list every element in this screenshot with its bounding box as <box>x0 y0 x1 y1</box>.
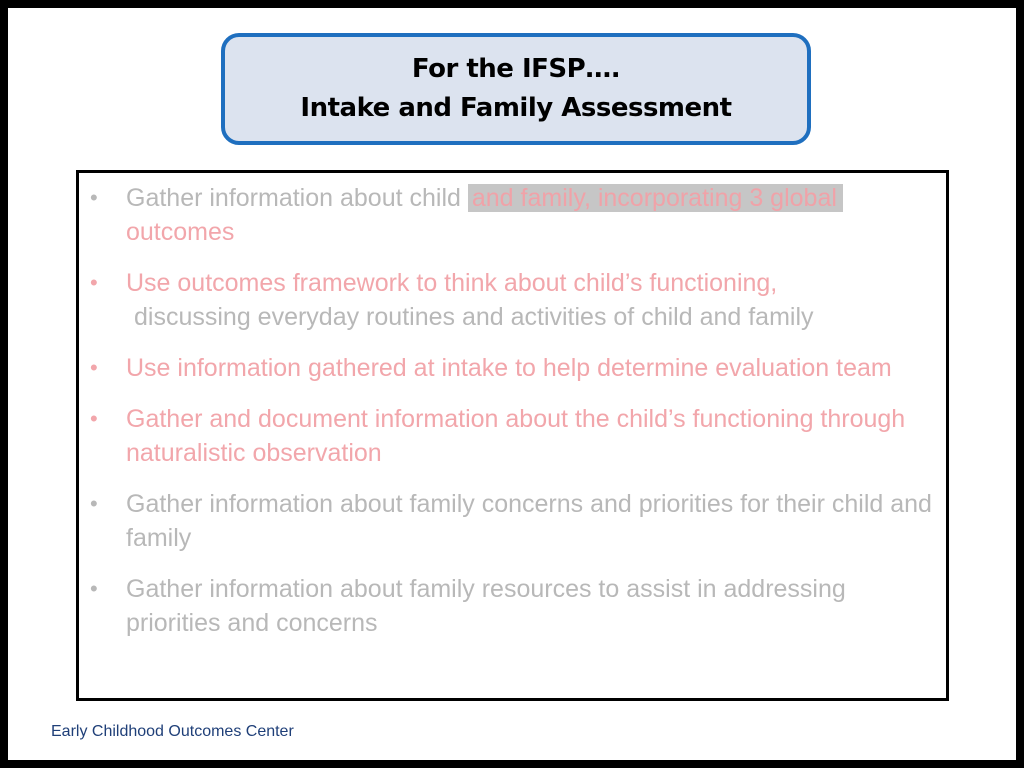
bullet-text: Gather and document information about the child’s functioning through naturalistic observation <box>126 405 906 467</box>
bullet-item <box>79 351 936 385</box>
bullet-item <box>79 572 936 640</box>
bullet-item <box>79 181 936 249</box>
bullet-marker: • <box>90 491 98 516</box>
footer-text: Early Childhood Outcomes Center <box>51 723 294 740</box>
bullet-text: outcomes <box>126 218 235 246</box>
bullet-marker: • <box>90 406 98 431</box>
bullet-item <box>79 402 936 470</box>
bullet-text: discussing everyday routines and activities of child and family <box>134 303 814 331</box>
title-box <box>221 33 811 145</box>
bullet-text: Gather information about family resources to assist in addressing priorities and concerns <box>126 575 846 637</box>
bullet-text: Gather information about child <box>126 184 461 212</box>
highlighted-text: and family, incorporating 3 global <box>468 184 843 212</box>
bullet-marker: • <box>90 576 98 601</box>
bullet-text: Use information gathered at intake to help determine evaluation team <box>126 354 892 382</box>
slide <box>8 8 1016 760</box>
bullet-item <box>79 487 936 555</box>
bullet-marker: • <box>90 185 98 210</box>
bullet-marker: • <box>90 270 98 295</box>
content-box <box>76 170 949 701</box>
bullet-marker: • <box>90 355 98 380</box>
bullet-item <box>79 266 936 334</box>
bullet-text: Use outcomes framework to think about child’s functioning, <box>126 269 778 297</box>
title-line-2: Intake and Family Assessment <box>300 93 732 123</box>
bullet-text: Gather information about family concerns and priorities for their child and family <box>126 490 932 552</box>
title-line-1: For the IFSP…. <box>411 54 621 84</box>
